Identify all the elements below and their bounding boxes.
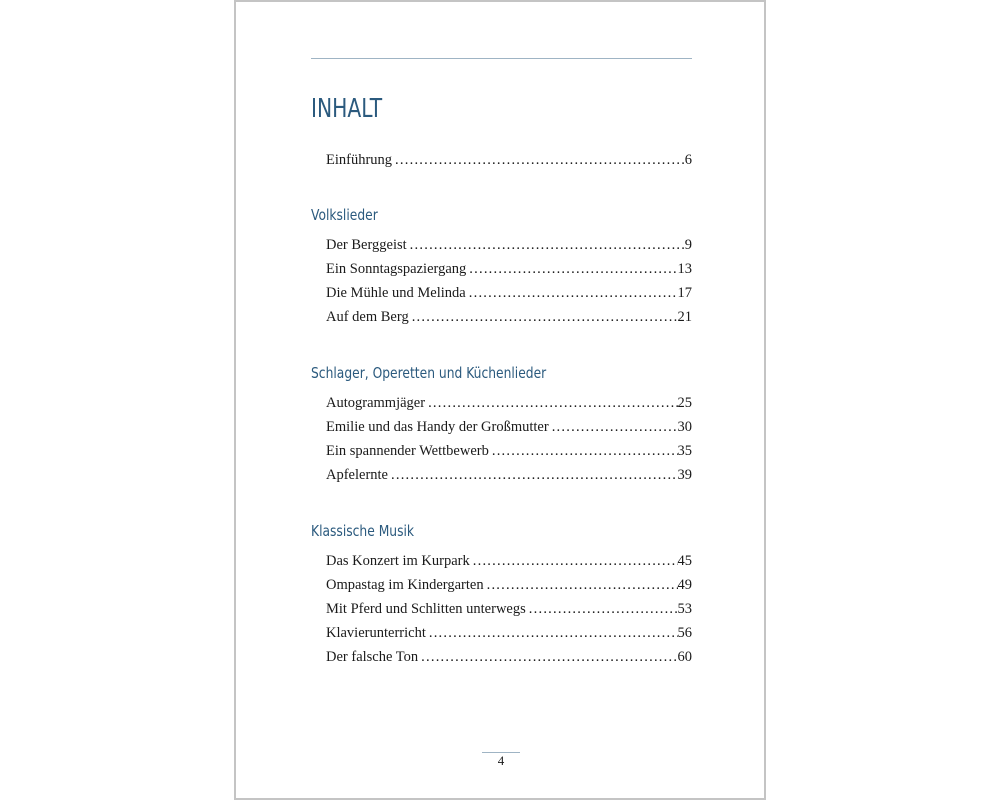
toc-leader-dots [392,152,685,169]
toc-leader-dots [409,309,678,326]
toc-leader-dots [466,285,678,302]
toc-entry-page: 9 [684,237,692,253]
toc-entry-intro[interactable] [326,152,692,172]
toc-entry-title: Ompastag im Kindergarten [326,577,484,593]
toc-entry-page: 17 [677,285,692,301]
toc-entry-title: Emilie und das Handy der Großmutter [326,419,549,435]
document-page [234,0,766,800]
toc-entry-title: Der falsche Ton [326,649,419,665]
toc-entry-title: Mit Pferd und Schlitten unterwegs [326,601,526,617]
toc-leader-dots [425,395,677,412]
toc-leader-dots [418,649,677,666]
toc-entry-title: Die Mühle und Melinda [326,285,466,301]
section-heading-volkslieder: Volkslieder [311,206,378,224]
toc-leader-dots [466,261,677,278]
toc-leader-dots [489,443,678,460]
page-number: 4 [497,753,505,768]
toc-entry-title: Das Konzert im Kurpark [326,553,470,569]
toc-entry-title: Apfelernte [326,467,388,483]
section-heading-schlager: Schlager, Operetten und Küchenlieder [311,364,547,382]
toc-entry[interactable] [326,601,692,621]
toc-entry-page: 13 [677,261,692,277]
toc-entry[interactable] [326,261,692,281]
toc-entry-page: 30 [677,419,692,435]
toc-entry[interactable] [326,309,692,329]
toc-entry[interactable] [326,419,692,439]
top-rule [311,58,692,59]
toc-entry[interactable] [326,237,692,257]
toc-entry[interactable] [326,285,692,305]
section-heading-klassische-musik: Klassische Musik [311,522,415,540]
toc-leader-dots [426,625,678,642]
toc-entry[interactable] [326,649,692,669]
toc-entry-title: Klavierunterricht [326,625,426,641]
toc-entry-page: 60 [677,649,692,665]
toc-entry[interactable] [326,625,692,645]
toc-entry-page: 49 [677,577,692,593]
toc-entry-title: Ein Sonntagspaziergang [326,261,467,277]
toc-entry-title: Auf dem Berg [326,309,409,325]
toc-entry-page: 45 [677,553,692,569]
toc-entry-page: 25 [677,395,692,411]
toc-entry-page: 39 [677,467,692,483]
toc-leader-dots [549,419,678,436]
toc-entry-page: 6 [684,152,692,168]
toc-leader-dots [526,601,678,618]
toc-entry-title: Der Berggeist [326,237,407,253]
toc-entry-title: Ein spannender Wettbewerb [326,443,489,459]
toc-leader-dots [407,237,685,254]
toc-entry[interactable] [326,395,692,415]
toc-entry[interactable] [326,553,692,573]
toc-entry-page: 35 [677,443,692,459]
toc-entry-page: 56 [677,625,692,641]
toc-leader-dots [470,553,678,570]
toc-entry[interactable] [326,577,692,597]
toc-entry-page: 21 [677,309,692,325]
toc-entry[interactable] [326,467,692,487]
toc-entry[interactable] [326,443,692,463]
toc-entry-title: Einführung [326,152,393,168]
page-title: INHALT [311,94,383,124]
toc-entry-page: 53 [677,601,692,617]
toc-leader-dots [388,467,678,484]
toc-leader-dots [484,577,678,594]
toc-entry-title: Autogrammjäger [326,395,426,411]
